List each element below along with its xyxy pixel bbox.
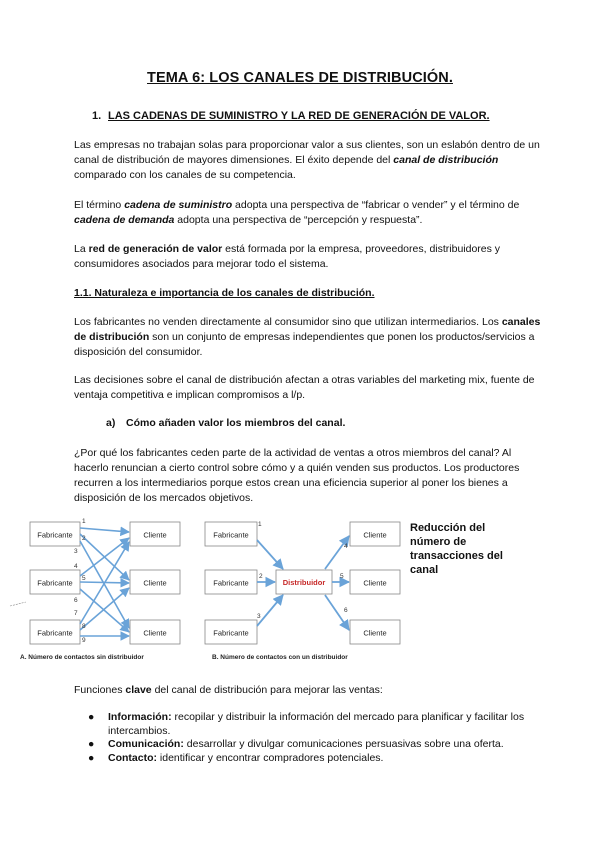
paragraph-4: [74, 315, 544, 360]
paragraph-2: [74, 198, 544, 228]
link-a-label-8: 8: [82, 623, 86, 630]
bullet-dot-icon: ●: [88, 751, 95, 764]
section-a-heading: [106, 417, 345, 429]
section-1-number: 1.: [92, 110, 102, 122]
fabricante-label-b1: Fabricante: [213, 530, 249, 540]
functions-list: [74, 711, 544, 765]
paragraph-1-text-c: comparado con los canales de su competencia.: [74, 169, 296, 181]
page-title: TEMA 6: LOS CANALES DE DISTRIBUCIÓN.: [147, 70, 453, 86]
fabricante-label-a2: Fabricante: [37, 578, 73, 588]
link-a-8: [80, 588, 129, 630]
link-a-label-3: 3: [74, 548, 78, 555]
paragraph-6: ¿Por qué los fabricantes ceden parte de la actividad de ventas a otros miembros del canal? Al hacerlo renuncian a cierto control sobre cómo y a quién venden sus productos. Los productores recurren a los intermediarios porque estos crean una eficiencia superior al poner los bienes a disposición de los mercados objetivos.: [74, 447, 520, 504]
paragraph-3: [74, 242, 544, 272]
link-b-label-6: 6: [344, 607, 348, 614]
paragraph-2-text-a: El término: [74, 199, 125, 211]
paragraph-3-emphasis: red de generación de valor: [88, 243, 223, 255]
link-b-4: [325, 536, 349, 569]
link-b-1: [257, 540, 283, 569]
section-a-number: a): [106, 417, 116, 429]
channel-diagram: [0, 514, 410, 664]
link-b-label-4: 4: [344, 543, 348, 550]
list-item: [74, 752, 544, 766]
paragraph-2-text-e: adopta una perspectiva de “percepción y respuesta”.: [174, 214, 423, 226]
cliente-label-a3: Cliente: [143, 628, 167, 638]
link-a-label-4: 4: [74, 563, 78, 570]
cliente-label-a1: Cliente: [143, 530, 167, 540]
diagram-side-title: Reducción del número de transacciones del canal: [410, 522, 503, 576]
link-b-label-1: 1: [258, 521, 262, 528]
section-1-heading-text: LAS CADENAS DE SUMINISTRO Y LA RED DE GENERACIÓN DE VALOR.: [108, 110, 490, 122]
paragraph-7-text-a: Funciones: [74, 684, 126, 696]
link-a-label-6: 6: [74, 597, 78, 604]
bullet-dot-icon: ●: [88, 738, 95, 750]
list-item-text: identificar y encontrar compradores potenciales.: [157, 751, 384, 764]
fabricante-label-b2: Fabricante: [213, 578, 249, 588]
list-item-term: Contacto:: [108, 751, 157, 764]
paragraph-1-text-a: Las empresas no trabajan solas para proporcionar valor a sus clientes, son un eslabón dentro de un canal de distribución de mayores dimensiones. El éxito depende del: [74, 139, 540, 166]
link-a-1: [80, 528, 129, 532]
list-item-text: recopilar y distribuir la información del mercado para planificar y facilitar los intercambios.: [108, 711, 525, 737]
section-1-1-heading: 1.1. Naturaleza e importancia de los canales de distribución.: [74, 287, 375, 299]
paragraph-7-emphasis: clave: [125, 684, 152, 696]
cliente-label-b2: Cliente: [363, 578, 387, 588]
distribuidor-label: Distribuidor: [282, 578, 326, 587]
paragraph-1-emphasis: canal de distribución: [393, 154, 499, 166]
link-a-label-9: 9: [82, 637, 86, 644]
cliente-label-b1: Cliente: [363, 530, 387, 540]
link-a-4: [80, 538, 129, 576]
list-item: [74, 711, 544, 738]
list-item: [74, 738, 544, 752]
cliente-label-a2: Cliente: [143, 578, 167, 588]
paragraph-7: [74, 683, 544, 698]
section-1-heading: [92, 110, 490, 122]
paragraph-4-emphasis: canales de distribución: [74, 316, 541, 343]
paragraph-2-emphasis-d: cadena de demanda: [74, 214, 175, 226]
paragraph-2-text-c: adopta una perspectiva de “fabricar o vender” y el término de: [232, 199, 520, 211]
bullet-dot-icon: ●: [88, 711, 95, 723]
link-a-label-7: 7: [74, 610, 78, 617]
panel-a: [10, 518, 180, 661]
link-b-label-2: 2: [259, 573, 263, 580]
stray-mark: [10, 602, 26, 606]
list-item-term: Información:: [108, 711, 172, 723]
paragraph-7-text-c: del canal de distribución para mejorar las ventas:: [151, 684, 383, 696]
paragraph-4-text-c: son un conjunto de empresas independientes que ponen los productos/servicios a disposición del consumidor.: [74, 331, 535, 358]
fabricante-label-b3: Fabricante: [213, 628, 249, 638]
link-a-label-1: 1: [82, 518, 86, 525]
fabricante-label-a1: Fabricante: [37, 530, 73, 540]
link-b-3: [257, 595, 283, 626]
link-a-label-5: 5: [82, 575, 86, 582]
paragraph-2-emphasis-b: cadena de suministro: [124, 199, 233, 211]
paragraph-3-text-c: está formada por la empresa, proveedores, distribuidores y consumidores asociados para mejorar todo el sistema.: [74, 243, 501, 270]
list-item-text: desarrollar y divulgar comunicaciones persuasivas sobre una oferta.: [183, 738, 504, 750]
paragraph-4-text-a: Los fabricantes no venden directamente al consumidor sino que utilizan intermediarios. Los: [74, 316, 502, 328]
link-a-label-2: 2: [82, 535, 86, 542]
section-a-heading-text: Cómo añaden valor los miembros del canal.: [126, 417, 346, 429]
list-item-term: Comunicación:: [108, 738, 184, 750]
fabricante-label-a3: Fabricante: [37, 628, 73, 638]
paragraph-5: Las decisiones sobre el canal de distribución afectan a otras variables del marketing mix, fuente de ventaja competitiva e implican compromisos a l/p.: [74, 374, 535, 401]
link-b-label-3: 3: [257, 613, 261, 620]
caption-a: A. Número de contactos sin distribuidor: [20, 654, 144, 661]
paragraph-1: [74, 138, 544, 183]
panel-b: [205, 521, 400, 661]
cliente-label-b3: Cliente: [363, 628, 387, 638]
paragraph-3-text-a: La: [74, 243, 89, 255]
caption-b: B. Número de contactos con un distribuidor: [212, 654, 348, 661]
link-b-label-5: 5: [340, 573, 344, 580]
